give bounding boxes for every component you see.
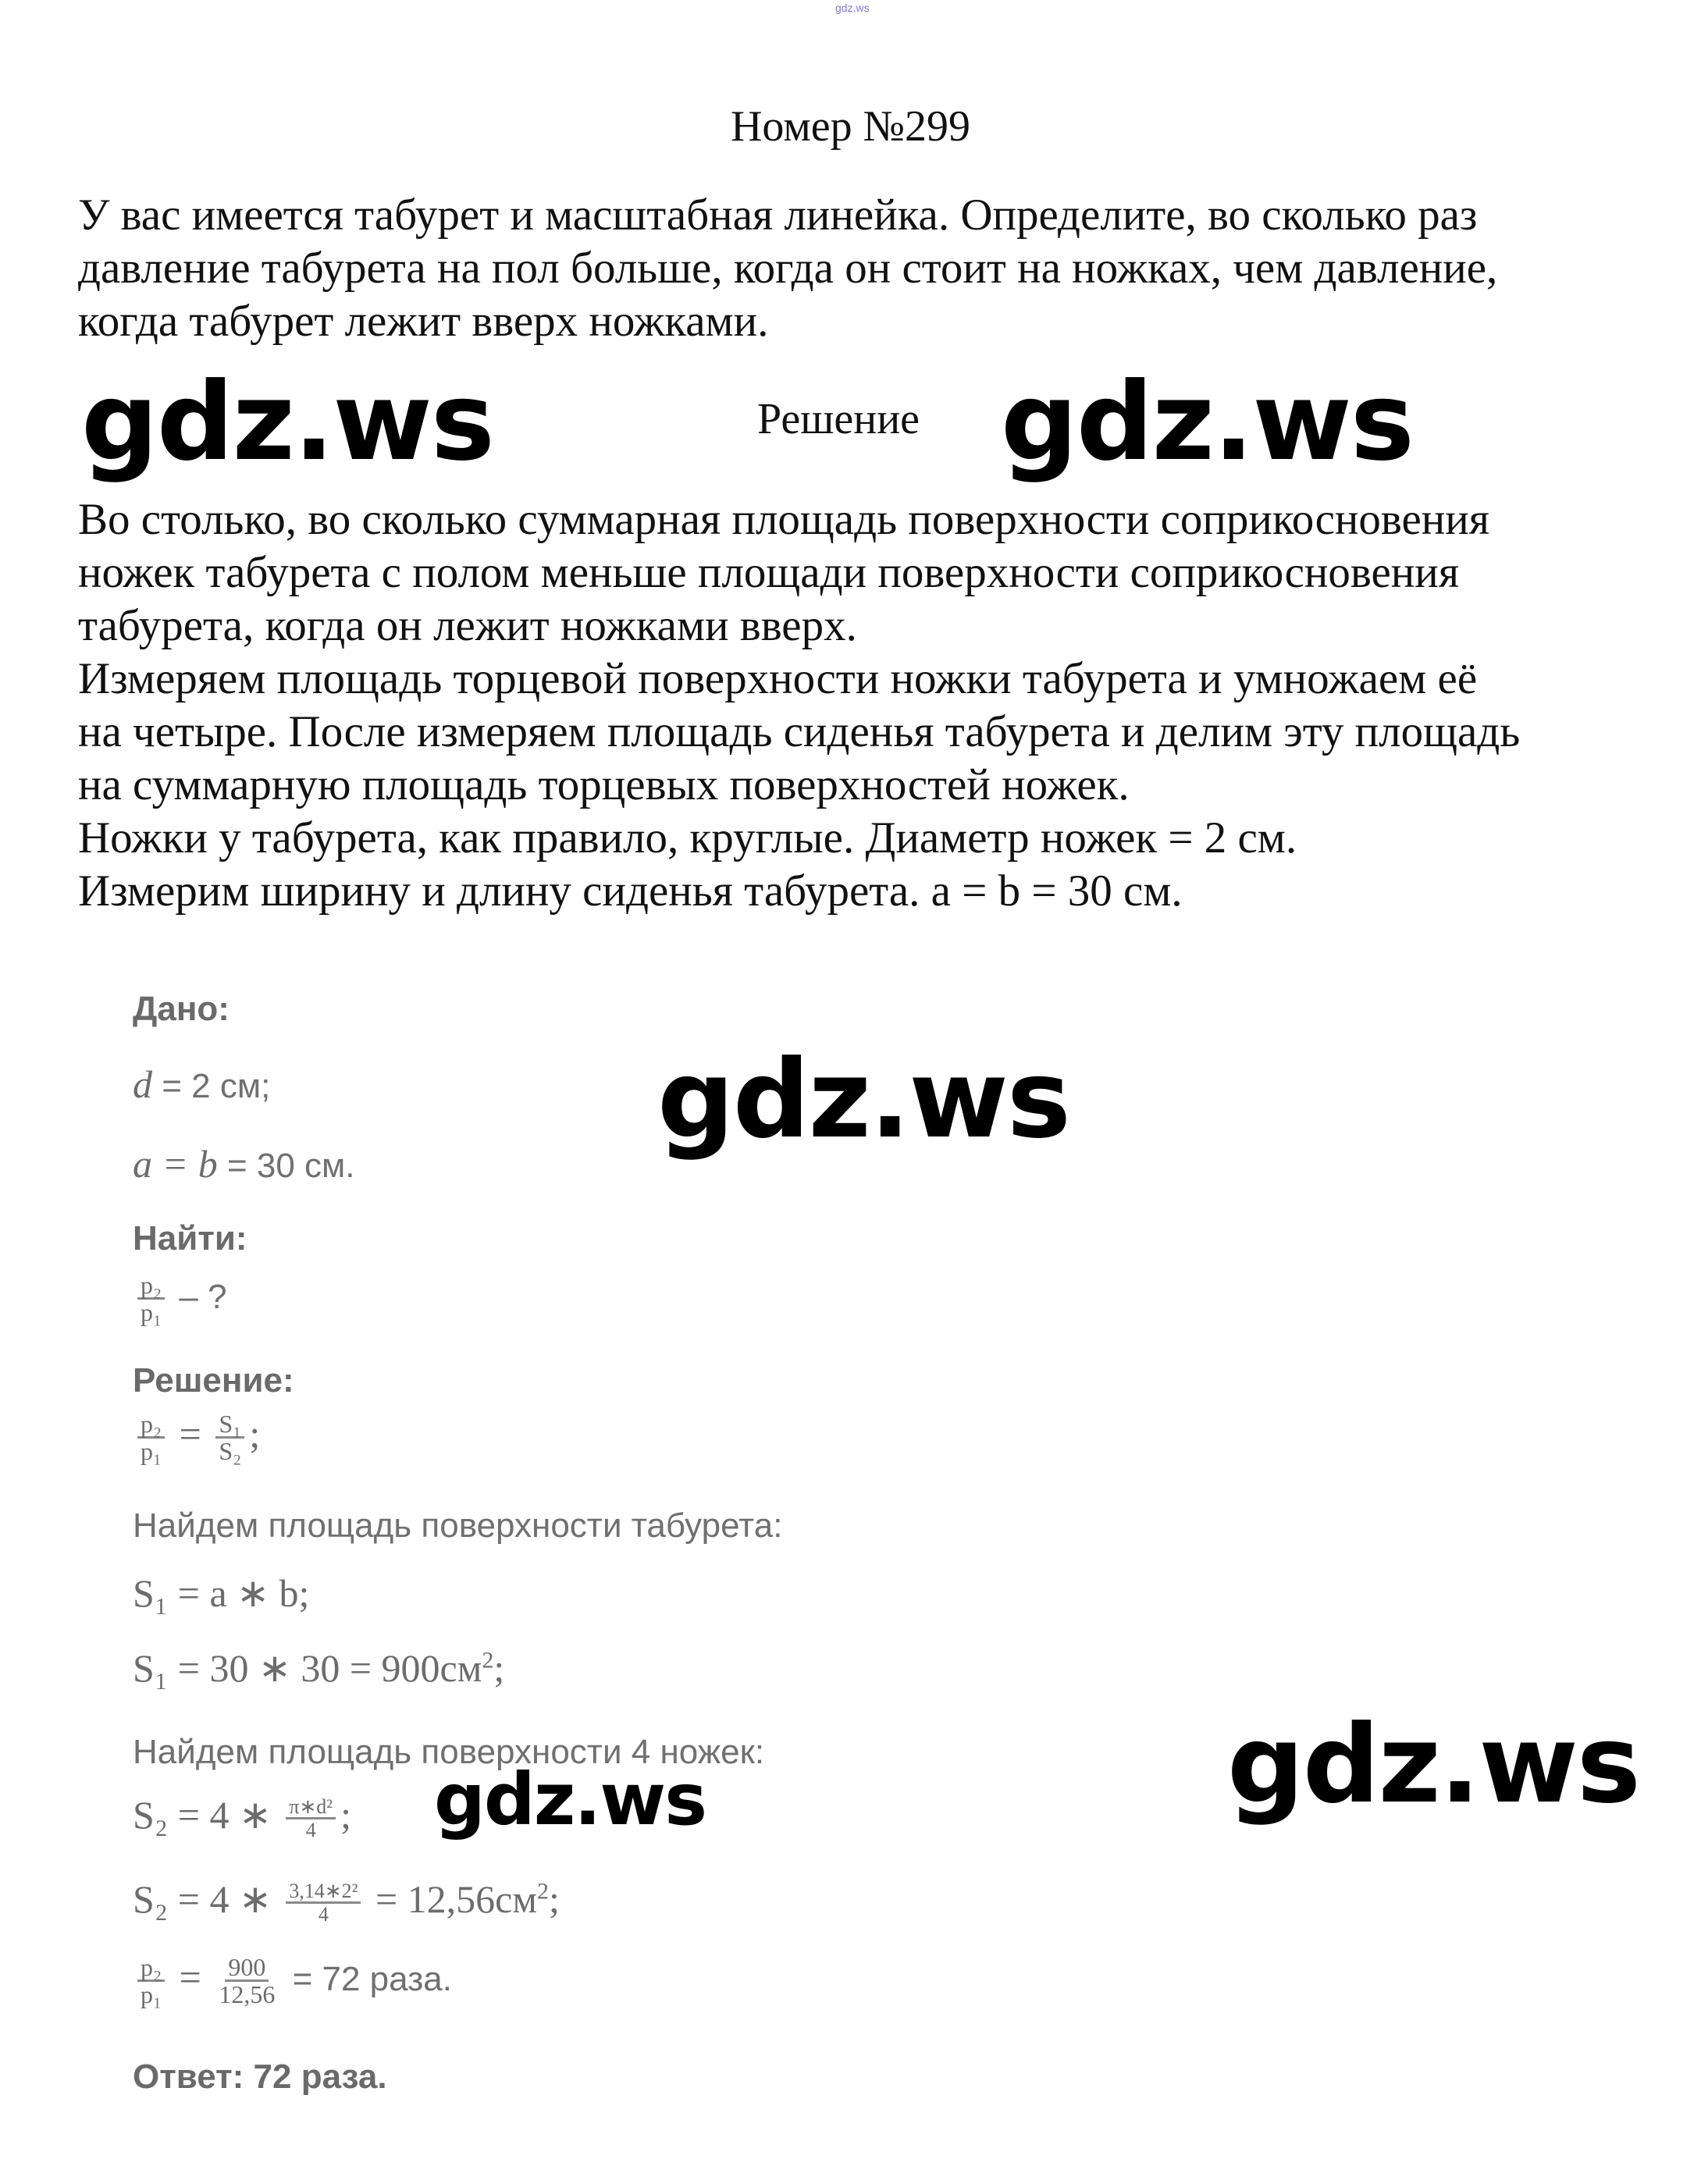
watermark-logo: gdz.ws xyxy=(81,359,493,485)
fraction-denominator: 4 xyxy=(305,1819,316,1842)
pressure-fraction xyxy=(137,1411,165,1465)
solution-heading: Решение xyxy=(757,395,920,443)
given-d-value: = 2 см; xyxy=(152,1067,271,1105)
solution-line: Во столько, во сколько суммарная площадь поверхности соприкосновения xyxy=(78,495,1490,544)
problem-title: Номер №299 xyxy=(730,102,971,151)
find-expression xyxy=(133,1272,227,1326)
s2-value-fraction xyxy=(286,1881,361,1925)
solution-line: Измерим ширину и длину сиденья табурета. a = b = 30 см. xyxy=(78,866,1183,916)
area-fraction xyxy=(215,1411,244,1465)
s2-value-result: = 12,56см xyxy=(365,1877,537,1921)
s2-fraction xyxy=(286,1797,336,1841)
given-label: Дано: xyxy=(133,990,230,1028)
result-value: = 72 раза. xyxy=(283,1960,452,1998)
fraction-denominator: 4 xyxy=(318,1903,329,1926)
top-watermark: gdz.ws xyxy=(835,2,870,14)
fraction-numerator: S₁ xyxy=(215,1411,244,1439)
watermark-logo: gdz.ws xyxy=(434,1758,706,1841)
find-label: Найти: xyxy=(133,1219,247,1257)
fraction-denominator: p₁ xyxy=(141,1437,162,1466)
fraction-numerator: p₂ xyxy=(137,1955,165,1982)
s2-value: S₂ = 4 ∗ $\frac{\text{3,14∗2²}}{4}$ = $12,56см^2$; xyxy=(133,1877,560,1926)
s1-formula: S₁ = a ∗ b; xyxy=(133,1571,310,1615)
fraction-denominator: p₁ xyxy=(141,1298,162,1327)
solution-label: Решение: xyxy=(133,1361,294,1400)
task-statement xyxy=(78,189,1639,348)
solution-line: табурета, когда он лежит ножками вверх. xyxy=(78,601,857,650)
solution-text xyxy=(78,493,1639,918)
solution-line: Измеряем площадь торцевой поверхности ножки табурета и умножаем её xyxy=(78,654,1478,703)
answer: Ответ: 72 раза. xyxy=(133,2058,387,2096)
fraction-numerator: 3,14∗2² xyxy=(286,1881,361,1904)
fraction-numerator: π∗d² xyxy=(286,1797,336,1819)
given-d xyxy=(133,1062,270,1107)
fraction-numerator: p₂ xyxy=(137,1411,165,1439)
s2-value-prefix: S₂ = 4 ∗ xyxy=(133,1877,282,1921)
var-ab: a = b xyxy=(133,1142,218,1186)
watermark-logo: gdz.ws xyxy=(657,1037,1069,1162)
solution-line: Ножки у табурета, как правило, круглые. Диаметр ножек = 2 см. xyxy=(78,813,1297,863)
given-ab-value: = 30 см. xyxy=(217,1147,355,1185)
s2-formula: S₂ = 4 ∗ $\frac{\text{π∗d²}}{4}$ ; xyxy=(133,1793,351,1842)
fraction-denominator: p₁ xyxy=(141,1980,162,2009)
s1-value: S₁ = 30 ∗ $30 = 900см^2$; xyxy=(133,1646,505,1690)
s1-value-text: S₁ = 30 ∗ 30 = 900см xyxy=(133,1646,482,1690)
result-fraction xyxy=(215,1955,278,2008)
fraction-denominator: 12,56 xyxy=(219,1980,276,2009)
pressure-ratio: $\frac{\text{p₂}}{\text{p₁}}$ = $\frac{\text{S₁}}{\text{S₂}}$ ; xyxy=(133,1411,260,1465)
seat-area-text: Найдем площадь поверхности табурета: xyxy=(133,1506,783,1545)
task-line: когда табурет лежит вверх ножками. xyxy=(78,297,769,346)
watermark-logo: gdz.ws xyxy=(1227,1702,1639,1827)
fraction-numerator: 900 xyxy=(225,1955,269,1982)
s2-formula-prefix: S₂ = 4 ∗ xyxy=(133,1793,282,1837)
watermark-logo: gdz.ws xyxy=(1001,359,1413,485)
solution-line: на суммарную площадь торцевых поверхностей ножек. xyxy=(78,760,1130,809)
solution-line: ножек табурета с полом меньше площади поверхности соприкосновения xyxy=(78,548,1460,597)
task-line: У вас имеется табурет и масштабная линейка. Определите, во сколько раз xyxy=(78,190,1478,240)
given-ab xyxy=(133,1141,355,1186)
solution-line: на четыре. После измеряем площадь сиденья табурета и делим эту площадь xyxy=(78,707,1521,756)
pressure-fraction xyxy=(137,1955,165,2008)
legs-area-text: Найдем площадь поверхности 4 ножек: xyxy=(133,1733,765,1771)
fraction-denominator: S₂ xyxy=(219,1437,242,1466)
find-fraction xyxy=(137,1272,165,1326)
result-ratio: $\frac{\text{p₂}}{\text{p₁}}$ = $\frac{900}{12,56}$ = 72 раза. xyxy=(133,1955,452,2008)
task-line: давление табурета на пол больше, когда он стоит на ножках, чем давление, xyxy=(78,244,1498,293)
fraction-numerator: p₂ xyxy=(137,1272,165,1300)
var-d: d xyxy=(133,1062,152,1106)
find-unknown: – ? xyxy=(169,1278,227,1316)
